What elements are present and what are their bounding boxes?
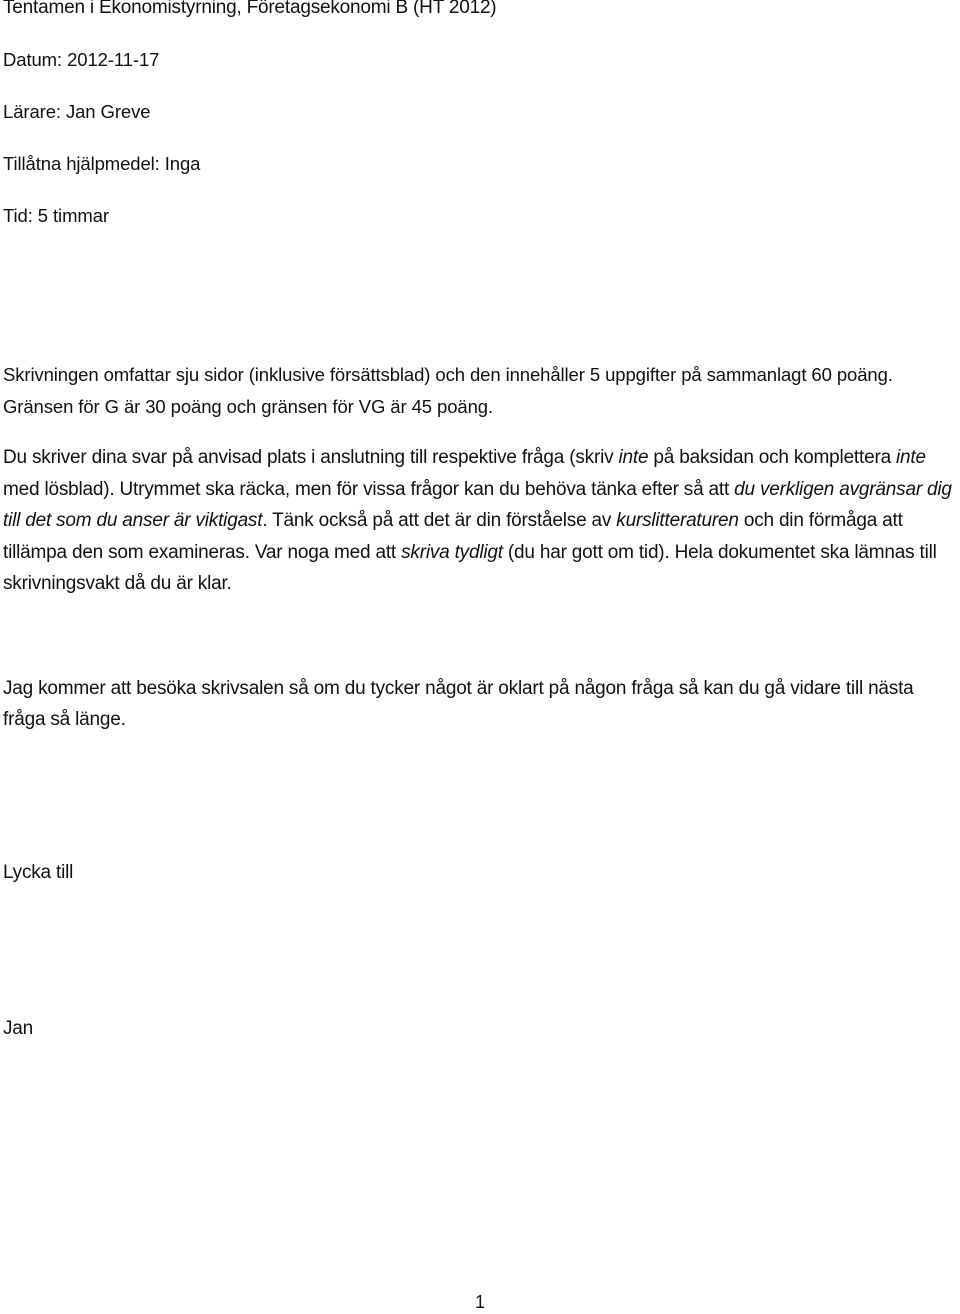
closing-greeting: Lycka till [3,862,74,883]
instructions-text-1: Du skriver dina svar på anvisad plats i anslutning till respektive fråga (skriv [3,447,619,468]
exam-allowed-aids: Tillåtna hjälpmedel: Inga [3,153,201,174]
exam-date: Datum: 2012-11-17 [3,49,160,70]
instructions-paragraph [3,442,955,600]
instructions-emphasis-4: kurslitteraturen [616,510,739,531]
page-number: 1 [474,1292,485,1312]
exam-teacher: Lärare: Jan Greve [3,101,151,122]
instructions-text-6: (du har gott om tid). Hela dokumentet ska lämnas till skrivningsvakt då du är klar. [3,541,937,594]
instructions-emphasis-3: du verkligen avgränsar dig till det som du anser är viktigast [3,478,952,531]
instructions-text-3: med lösblad). Utrymmet ska räcka, men för vissa frågor kan du behöva tänka efter så att [3,478,735,500]
instructions-emphasis-2: inte [896,447,926,468]
exam-scope-paragraph: Skrivningen omfattar sju sidor (inklusive försättsblad) och den innehåller 5 uppgifter på sammanlagt 60 poäng. Gränsen för G är 30 poäng och gränsen för VG är 45 poäng. [3,364,893,417]
teacher-visit-paragraph: Jag kommer att besöka skrivsalen så om du tycker något är oklart på någon fråga så kan du gå vidare till nästa fråga så länge. [3,678,914,730]
exam-time: Tid: 5 timmar [3,205,109,226]
closing-signature: Jan [3,1018,34,1039]
instructions-text-5: och din förmåga att tillämpa den som examineras. Var noga med att [3,510,903,563]
instructions-text-2: på baksidan och komplettera [648,447,897,468]
instructions-emphasis-1: inte [618,447,649,468]
exam-title: Tentamen i Ekonomistyrning, Företagsekonomi B (HT 2012) [3,0,497,18]
instructions-text-4: . Tänk också på att det är din förståelse av [262,510,617,531]
instructions-emphasis-5: skriva tydligt [401,541,503,563]
